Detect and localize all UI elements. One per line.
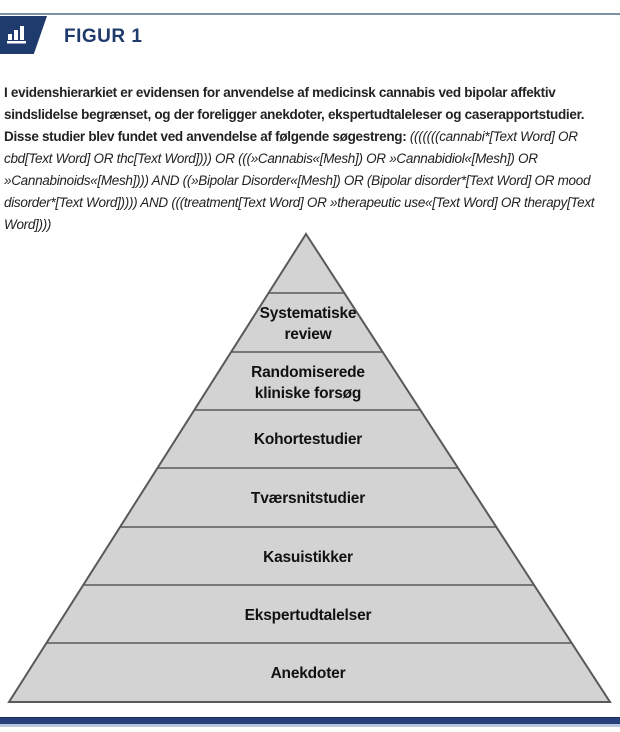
search-string: (((((((cannabi*[Text Word] OR cbd[Text Word] OR thc[Text Word]))) OR (((»Cannabis«[Mesh]) OR »Cannabidiol«[Mesh]) OR »Cannabinoids«[Mesh]))) AND ((»Bipolar Disorder«[Mesh]) OR (Bipolar disorder*[Text Word] OR mood disorder*[Text Word])))) AND (((treatment[Text Word] OR »therapeutic use«[Text Word] OR therapy[Text Word]))) bbox=[4, 128, 595, 232]
evidence-pyramid bbox=[0, 228, 620, 708]
pyramid-level-kasuistikker: Kasuistikker bbox=[263, 549, 353, 566]
intro-text: I evidenshierarkiet er evidensen for anvendelse af medicinsk cannabis ved bipolar affektiv sindslidelse begrænset, og der foreligger anekdoter, ekspertudtaleleser og caserapportstudier. Disse studier blev fundet ved anvendelse af følgende søgestreng: bbox=[4, 84, 585, 144]
intro-paragraph bbox=[4, 82, 616, 240]
pyramid-level-randomiserede-line1: Randomiserede bbox=[251, 364, 365, 381]
bottom-bar-light bbox=[0, 724, 620, 727]
pyramid-level-kohortestudier: Kohortestudier bbox=[253, 431, 363, 448]
bottom-bar-navy bbox=[0, 717, 620, 724]
figure-title: FIGUR 1 bbox=[64, 26, 143, 47]
bar-chart-icon bbox=[7, 24, 29, 46]
pyramid-level-tvaersnitstudier: Tværsnitstudier bbox=[250, 490, 366, 507]
pyramid-level-systematiske-line1: Systematiske bbox=[259, 305, 357, 322]
pyramid-level-randomiserede-line2: kliniske forsøg bbox=[254, 385, 362, 402]
pyramid-level-systematiske-line2: review bbox=[284, 326, 332, 343]
pyramid-level-anekdoter: Anekdoter bbox=[270, 665, 346, 682]
pyramid-level-ekspertudtalelser: Ekspertudtalelser bbox=[244, 607, 372, 624]
top-rule bbox=[0, 13, 620, 15]
figure-badge bbox=[0, 16, 47, 54]
